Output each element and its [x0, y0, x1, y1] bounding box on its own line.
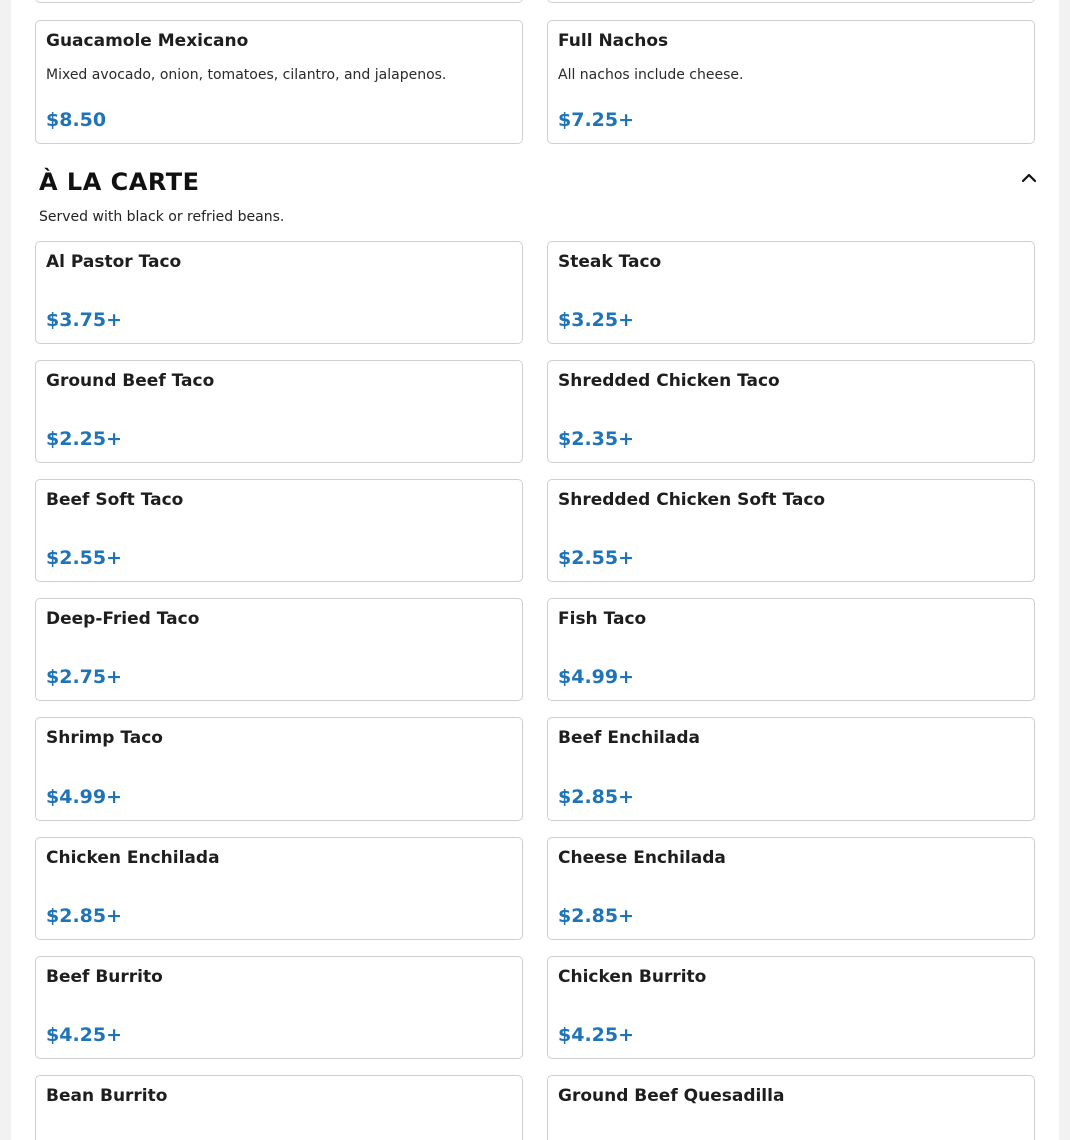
item-price: $2.85+ — [46, 905, 123, 927]
menu-item-card[interactable] — [35, 598, 523, 701]
menu-item-card[interactable] — [547, 360, 1035, 463]
item-name: Beef Soft Taco — [46, 490, 184, 510]
item-name: Chicken Enchilada — [46, 848, 220, 868]
item-name: Beef Burrito — [46, 967, 163, 987]
item-name: Shredded Chicken Taco — [558, 371, 780, 391]
item-price: $2.85+ — [558, 786, 635, 808]
item-price: $2.35+ — [558, 428, 635, 450]
menu-item-card[interactable] — [35, 479, 523, 582]
item-price: $2.85+ — [558, 905, 635, 927]
item-name: Steak Taco — [558, 252, 662, 272]
chevron-up-icon[interactable] — [1019, 168, 1039, 188]
item-name: Fish Taco — [558, 609, 647, 629]
item-name: Guacamole Mexicano — [46, 31, 249, 51]
menu-item-card[interactable] — [547, 479, 1035, 582]
item-price: $2.25+ — [46, 428, 123, 450]
item-name: Al Pastor Taco — [46, 252, 182, 272]
menu-item-card[interactable] — [547, 717, 1035, 821]
item-price: $2.55+ — [558, 547, 635, 569]
item-price: $7.25+ — [558, 109, 635, 131]
section-header-a-la-carte[interactable] — [39, 168, 1039, 202]
menu-item-card[interactable] — [547, 241, 1035, 344]
item-name: Deep-Fried Taco — [46, 609, 200, 629]
item-name: Full Nachos — [558, 31, 669, 51]
menu-item-card[interactable] — [547, 598, 1035, 701]
item-name: Chicken Burrito — [558, 967, 707, 987]
item-price: $4.25+ — [46, 1024, 123, 1046]
menu-item-card[interactable] — [35, 837, 523, 940]
item-price: $2.75+ — [46, 666, 123, 688]
menu-item-card[interactable] — [35, 360, 523, 463]
menu-item-card[interactable] — [547, 1075, 1035, 1140]
item-price: $8.50 — [46, 109, 107, 131]
item-name: Cheese Enchilada — [558, 848, 726, 868]
item-price: $4.99+ — [46, 786, 123, 808]
menu-item-card[interactable] — [35, 956, 523, 1059]
item-price: $4.25+ — [558, 1024, 635, 1046]
section-title: À LA CARTE — [39, 168, 200, 196]
menu-item-card[interactable] — [547, 20, 1035, 144]
menu-item-card[interactable] — [35, 0, 523, 3]
menu-item-card[interactable] — [35, 20, 523, 144]
item-name: Shrimp Taco — [46, 728, 163, 748]
item-price: $2.55+ — [46, 547, 123, 569]
item-price: $3.75+ — [46, 309, 123, 331]
item-price: $3.25+ — [558, 309, 635, 331]
menu-page — [11, 0, 1059, 1140]
menu-item-card[interactable] — [547, 956, 1035, 1059]
item-price: $4.99+ — [558, 666, 635, 688]
item-name: Bean Burrito — [46, 1086, 168, 1106]
section-subtitle: Served with black or refried beans. — [39, 209, 285, 225]
item-name: Ground Beef Quesadilla — [558, 1086, 785, 1106]
item-description: Mixed avocado, onion, tomatoes, cilantro, and jalapenos. — [46, 67, 447, 83]
item-name: Ground Beef Taco — [46, 371, 215, 391]
menu-item-card[interactable] — [547, 0, 1035, 3]
item-name: Beef Enchilada — [558, 728, 700, 748]
menu-item-card[interactable] — [35, 241, 523, 344]
menu-item-card[interactable] — [35, 717, 523, 821]
item-name: Shredded Chicken Soft Taco — [558, 490, 826, 510]
item-description: All nachos include cheese. — [558, 67, 744, 83]
menu-item-card[interactable] — [35, 1075, 523, 1140]
menu-item-card[interactable] — [547, 837, 1035, 940]
